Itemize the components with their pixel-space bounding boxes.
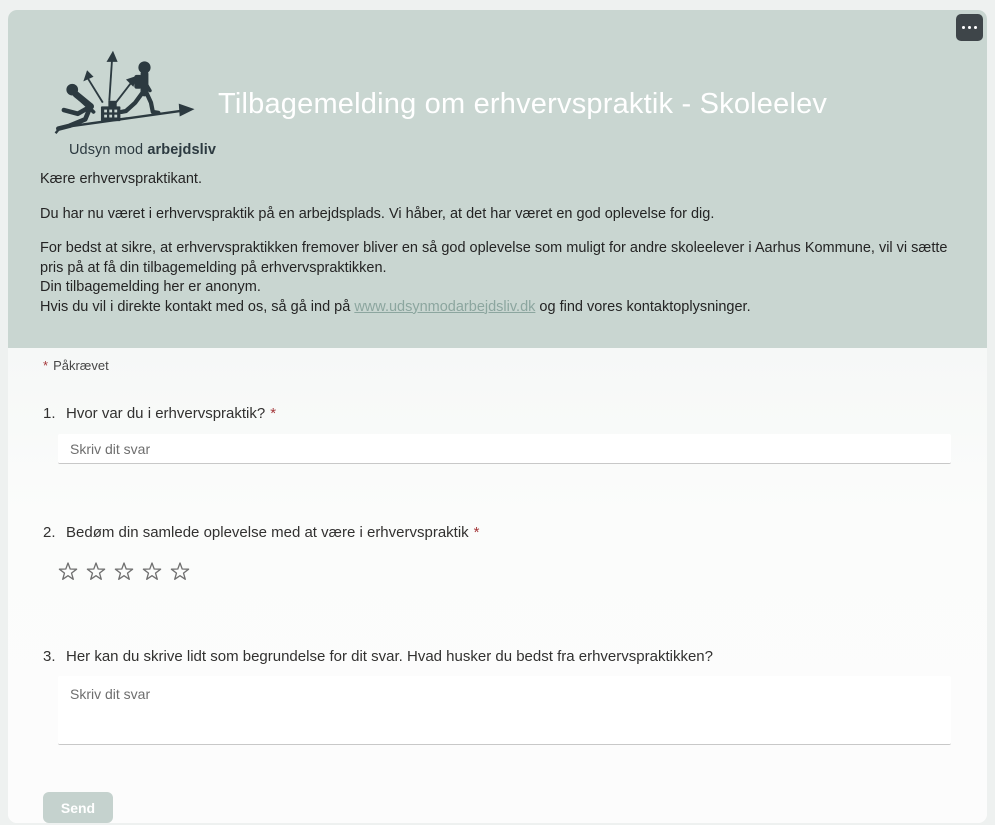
send-button[interactable]: Send: [43, 792, 113, 823]
ellipsis-icon: [962, 26, 965, 30]
intro-paragraph: For bedst at sikre, at erhvervspraktikken fremover bliver en så god oplevelse som muligt for andre skoleelever i Aarhus Kommune, vil vi sætte pris på at få din tilbagemelding på erhvervspraktikken. Din tilbagemelding her er anonym. Hvis du vil i direkte kontakt med os, så gå ind på www.udsynmodarbejdsliv.dk og find vores kontaktoplysninger.: [40, 240, 948, 315]
intro-paragraph: Kære erhvervspraktikant.: [40, 171, 202, 187]
logo-udsyn-mod-arbejdsliv: [38, 48, 223, 158]
intro-paragraph: Du har nu været i erhvervspraktik på en arbejdsplads. Vi håber, at det har været en god oplevelse for dig.: [40, 205, 715, 222]
form-card: [8, 10, 987, 823]
page-title: Tilbagemelding om erhvervspraktik - Skoleelev: [218, 88, 828, 120]
logo-caption: Udsyn mod arbejdsliv: [68, 142, 217, 158]
question-number: 1.: [43, 405, 56, 422]
question-1-answer-input[interactable]: [58, 434, 951, 464]
contact-link[interactable]: www.udsynmodarbejdsliv.dk: [354, 298, 536, 315]
question-3-label: 3. Her kan du skrive lidt som begrundelse for dit svar. Hvad husker du bedst fra erhvervspraktikken?: [43, 648, 713, 665]
intro-text: [40, 170, 967, 332]
logo-illustration-icon: [38, 48, 213, 136]
ellipsis-icon: [968, 26, 971, 30]
required-asterisk: *: [473, 524, 480, 541]
star-2-icon[interactable]: [86, 561, 106, 582]
question-number: 3.: [43, 648, 56, 665]
question-2-star-rating: [58, 561, 190, 582]
question-2-label: 2. Bedøm din samlede oplevelse med at være i erhvervspraktik *: [43, 524, 480, 541]
question-1-label: 1. Hvor var du i erhvervspraktik? *: [43, 405, 277, 422]
ellipsis-icon: [974, 26, 977, 30]
required-asterisk: *: [270, 405, 277, 422]
star-5-icon[interactable]: [170, 561, 190, 582]
more-options-button[interactable]: [956, 14, 983, 41]
star-4-icon[interactable]: [142, 561, 162, 582]
required-asterisk: *: [43, 358, 49, 373]
star-3-icon[interactable]: [114, 561, 134, 582]
required-note: * Påkrævet: [43, 358, 109, 373]
star-1-icon[interactable]: [58, 561, 78, 582]
question-3-answer-textarea[interactable]: [58, 676, 951, 745]
question-number: 2.: [43, 524, 56, 541]
